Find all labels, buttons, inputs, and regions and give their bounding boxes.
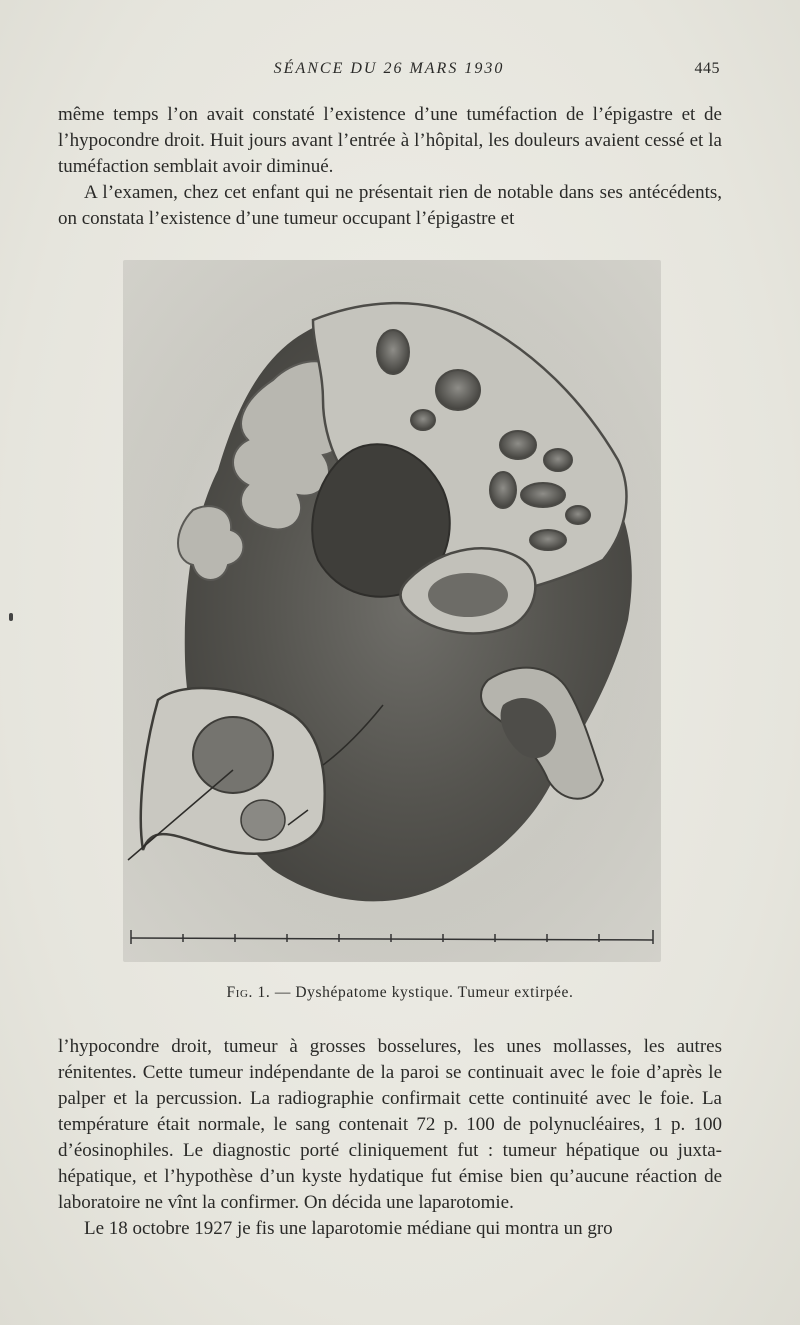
figure-caption [0,984,800,1002]
running-title: SÉANCE DU 26 MARS 1930 [273,60,505,77]
paragraph: même temps l’on avait constaté l’existence d’une tuméfaction de l’épigastre et de l’hypocondre droit. Huit jours avant l’entrée à l’hôpital, les douleurs avaient cessé et la tuméfaction semblait avoir diminué. [58,104,722,177]
tumor-drawing [123,260,661,962]
margin-mark [9,613,13,621]
figure-caption-text: — Dyshépatome kystique. Tumeur extirpée. [274,984,574,1001]
paragraph: l’hypocondre droit, tumeur à grosses bosselures, les unes mollasses, les autres rénitentes. Cette tumeur indépendante de la paroi se continuait avec le foie d’après le palper et la percussion. La radiographie confirmait cette continuité avec le foie. La température était normale, le sang contenait 72 p. 100 de polynucléaires, 1 p. 100 d’éosinophiles. Le diagnostic porté cliniquement fut : tumeur hépatique ou juxta-hépatique, et l’hypothèse d’un kyste hydatique fut émise bien qu’aucune réaction de laboratoire ne vînt la confirmer. On décida une laparotomie. [58,1036,722,1213]
paragraph: Le 18 octobre 1927 je fis une laparotomie médiane qui montra un gro [84,1218,613,1239]
figure-illustration [123,260,661,962]
running-head [58,60,720,84]
page-number: 445 [694,60,720,77]
body-text-bottom [58,1034,722,1242]
figure-label: Fig. 1. [226,984,271,1001]
paragraph: A l’examen, chez cet enfant qui ne présentait rien de notable dans ses antécédents, on constata l’existence d’une tumeur occupant l’épigastre et [58,182,722,229]
body-text-top [58,102,722,232]
